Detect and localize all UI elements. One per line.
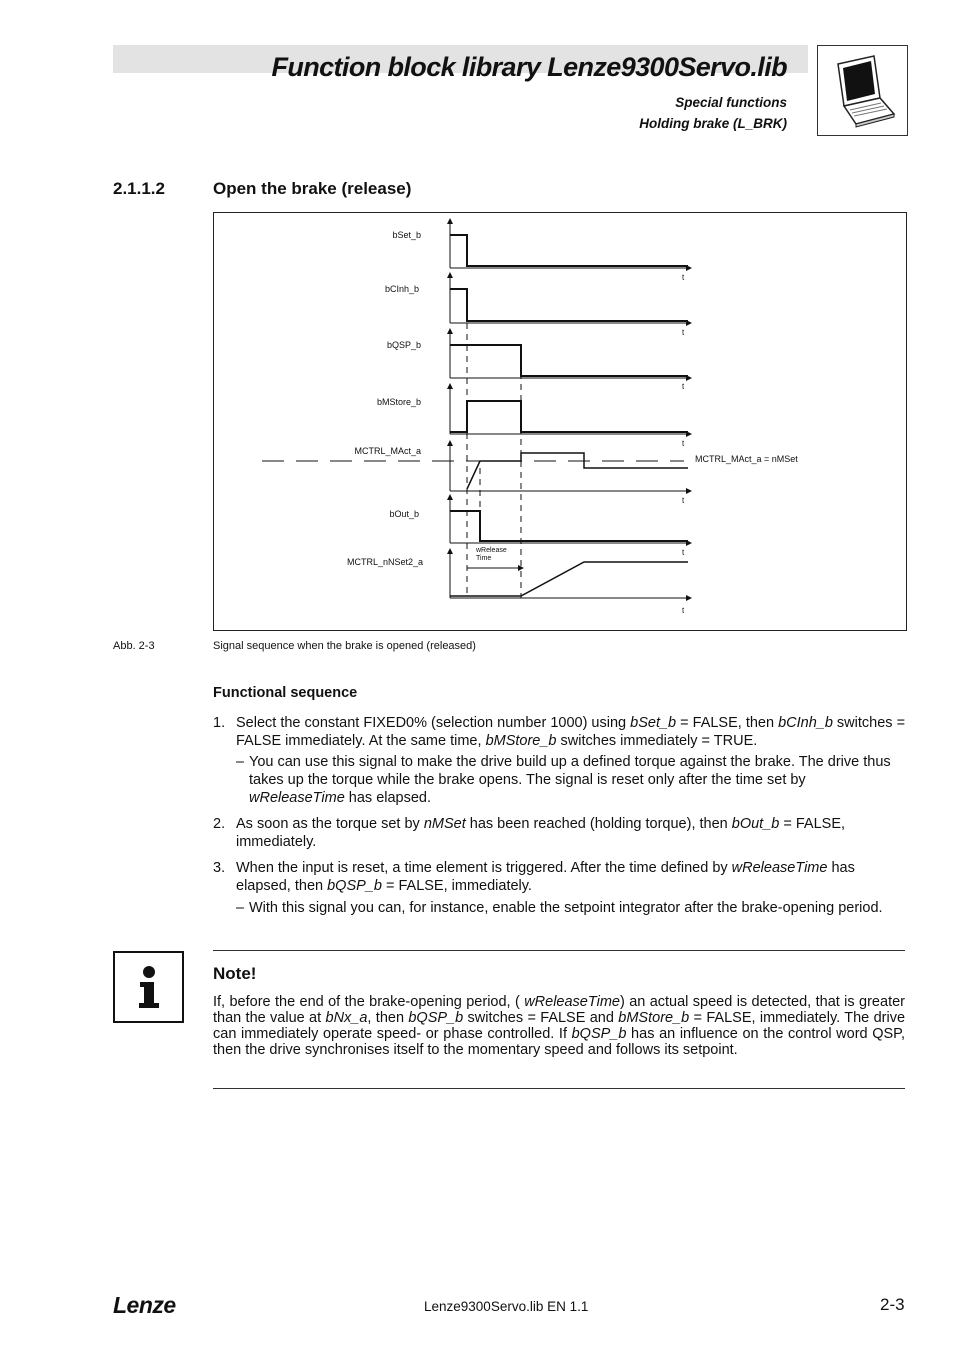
lenze-logo: Lenze <box>113 1292 176 1318</box>
sub-item: You can use this signal to make the drive build up a defined torque against the brake. The drive thus takes up the torque while the brake opens. The signal is reset only after the time set by wReleaseTime has elapsed. <box>249 754 891 806</box>
sub-item-dash: – <box>236 900 245 916</box>
signal-label-mctrl-mact: MCTRL_MAct_a <box>354 446 421 456</box>
axes-bset <box>450 221 689 268</box>
sub-item-dash: – <box>236 754 245 770</box>
signal-label-bqsp: bQSP_b <box>386 340 421 350</box>
mact-annotation: MCTRL_MAct_a = nMSet <box>695 454 798 464</box>
page-title: Function block library Lenze9300Servo.lib <box>271 52 787 82</box>
functional-sequence-heading: Functional sequence <box>213 685 358 701</box>
page-number: 2-3 <box>880 1295 905 1314</box>
signal-label-bout: bOut_b <box>389 509 419 519</box>
wrelease-label-line-2: Time <box>476 555 492 562</box>
list-item: As soon as the torque set by nMSet has been reached (holding torque), then bOut_b = FALSE, immediately. <box>236 816 846 850</box>
time-label: t <box>682 606 685 615</box>
list-item-number: 3. <box>213 860 226 876</box>
signal-label-bmstore: bMStore_b <box>376 397 421 407</box>
info-icon <box>113 951 184 1023</box>
time-label: t <box>682 439 685 448</box>
signal-label-bcinh: bCInh_b <box>384 284 419 294</box>
list-item-number: 1. <box>213 715 226 731</box>
timing-svg <box>214 213 906 630</box>
note-top-rule <box>213 950 905 951</box>
list-item-number: 2. <box>213 816 226 832</box>
note-bottom-rule <box>213 1088 905 1089</box>
header-subtitle-2: Holding brake (L_BRK) <box>639 116 787 131</box>
section-number: 2.1.1.2 <box>113 179 165 198</box>
signal-label-mctrl-nnset2: MCTRL_nNSet2_a <box>346 557 423 567</box>
sub-item: With this signal you can, for instance, enable the setpoint integrator after the brake-opening period. <box>249 900 883 916</box>
section-title: Open the brake (release) <box>213 179 412 198</box>
time-label: t <box>682 548 685 557</box>
figure-caption-number: Abb. 2-3 <box>113 640 155 652</box>
list-item: Select the constant FIXED0% (selection number 1000) using bSet_b = FALSE, then bCInh_b switches = FALSE immediately. At the same time, bMStore_b switches immediately = TRUE. <box>236 715 906 749</box>
note-title: Note! <box>213 964 257 983</box>
time-label: t <box>682 273 685 282</box>
signal-label-bset: bSet_b <box>392 230 421 240</box>
list-item: When the input is reset, a time element is triggered. After the time defined by wReleaseTime has elapsed, then bQSP_b = FALSE, immediately. <box>236 860 855 894</box>
wrelease-label-line-1: wRelease <box>476 547 507 554</box>
footer-document-id: Lenze9300Servo.lib EN 1.1 <box>424 1299 589 1314</box>
laptop-icon <box>817 45 908 136</box>
signal-timing-diagram <box>213 212 907 631</box>
time-label: t <box>682 328 685 337</box>
wrelease-time-label <box>476 547 507 563</box>
time-label: t <box>682 496 685 505</box>
note-text: If, before the end of the brake-opening period, ( wReleaseTime) an actual speed is detected, that is greater than the value at bNx_a, then bQSP_b switches = FALSE and bMStore_b = FALSE, immediately. The drive can immediately operate speed- or phase controlled. If bQSP_b has an influence on the control word QSP, then the drive synchronises itself to the momentary speed and follows its setpoint. <box>213 994 906 1058</box>
header-subtitle-1: Special functions <box>675 95 787 110</box>
time-label: t <box>682 382 685 391</box>
figure-caption-text: Signal sequence when the brake is opened (released) <box>213 640 476 652</box>
